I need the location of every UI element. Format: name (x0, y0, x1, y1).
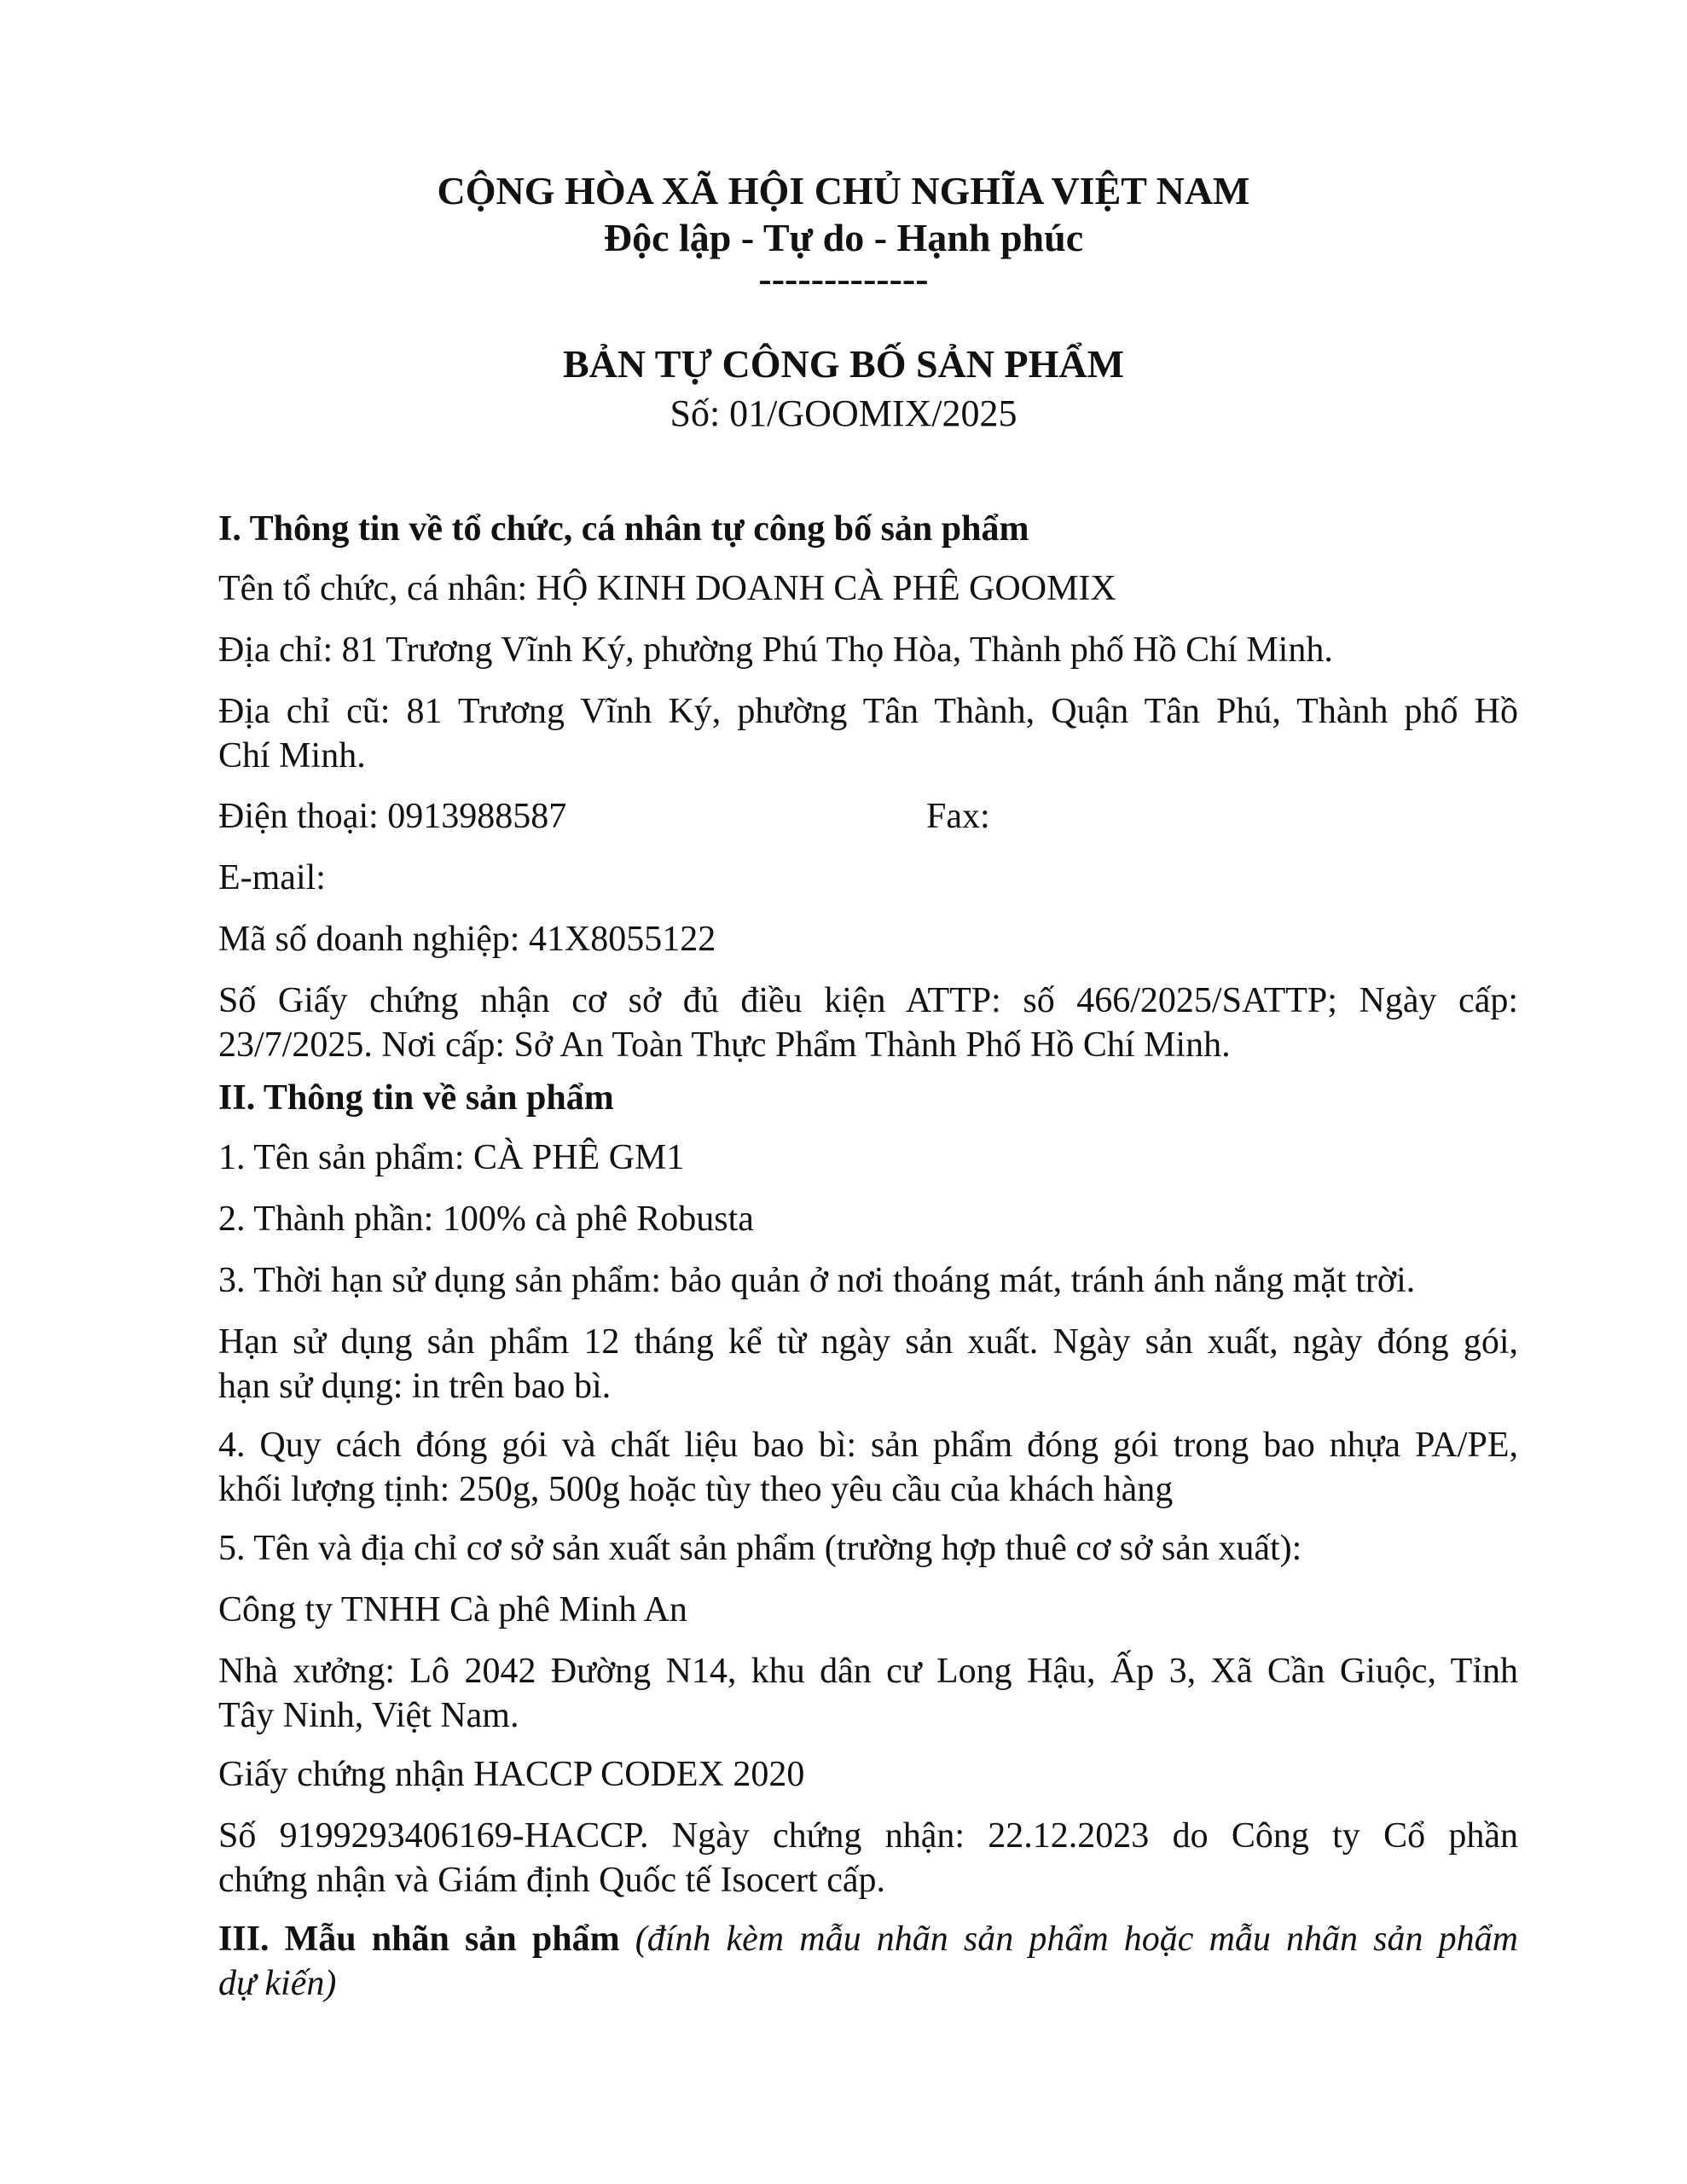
section-3-note-2: dự kiến) (218, 1964, 337, 2003)
business-code: Mã số doanh nghiệp: 41X8055122 (218, 920, 716, 959)
email: E-mail: (218, 858, 326, 897)
phone: Điện thoại: 0913988587 (218, 797, 567, 836)
section-3 (218, 1917, 1518, 2006)
header-separator: ------------- (758, 257, 929, 300)
packaging (218, 1423, 1518, 1512)
shelf-life: 3. Thời hạn sử dụng sản phẩm: bảo quản ở nơi thoáng mát, tránh ánh nắng mặt trời. (218, 1261, 1416, 1300)
fax: Fax: (926, 797, 990, 836)
document-number: Số: 01/GOOMIX/2025 (670, 392, 1017, 434)
product-name: 1. Tên sản phẩm: CÀ PHÊ GM1 (218, 1138, 685, 1177)
section-3-line-1 (218, 1917, 1518, 1961)
packaging-line-1: 4. Quy cách đóng gói và chất liệu bao bì: sản phẩm đóng gói trong bao nhựa PA/PE, (218, 1426, 1518, 1465)
certificate-line-2: 23/7/2025. Nơi cấp: Sở An Toàn Thực Phẩm Thành Phố Hồ Chí Minh. (218, 1025, 1231, 1065)
factory-line-2: Tây Ninh, Việt Nam. (218, 1696, 519, 1735)
manufacturer-name: Công ty TNHH Cà phê Minh An (218, 1590, 687, 1629)
manufacturer-intro: 5. Tên và địa chỉ cơ sở sản xuất sản phẩm (trường hợp thuê cơ sở sản xuất): (218, 1529, 1302, 1568)
expiry-line-2: hạn sử dụng: in trên bao bì. (218, 1367, 612, 1406)
expiry (218, 1320, 1518, 1409)
food-safety-certificate (218, 979, 1518, 1067)
contact-row (218, 794, 1518, 839)
org-name: Tên tổ chức, cá nhân: HỘ KINH DOANH CÀ PHÊ GOOMIX (218, 569, 1116, 608)
document-title: BẢN TỰ CÔNG BỐ SẢN PHẨM (562, 342, 1125, 386)
ingredients: 2. Thành phần: 100% cà phê Robusta (218, 1199, 754, 1239)
old-address-line-2: Chí Minh. (218, 736, 366, 775)
haccp-title: Giấy chứng nhận HACCP CODEX 2020 (218, 1755, 805, 1794)
address: Địa chỉ: 81 Trương Vĩnh Ký, phường Phú Thọ Hòa, Thành phố Hồ Chí Minh. (218, 630, 1333, 670)
haccp-line-2: chứng nhận và Giám định Quốc tế Isocert cấp. (218, 1861, 886, 1900)
motto: Độc lập - Tự do - Hạnh phúc (603, 216, 1084, 259)
section-2-heading: II. Thông tin về sản phẩm (218, 1078, 614, 1118)
factory-line-1: Nhà xưởng: Lô 2042 Đường N14, khu dân cư Long Hậu, Ấp 3, Xã Cần Giuộc, Tỉnh (218, 1652, 1518, 1691)
haccp-line-1: Số 9199293406169-HACCP. Ngày chứng nhận: 22.12.2023 do Công ty Cổ phần (218, 1816, 1518, 1856)
old-address-line-1: Địa chỉ cũ: 81 Trương Vĩnh Ký, phường Tân Thành, Quận Tân Phú, Thành phố Hồ (218, 692, 1518, 731)
country-header: CỘNG HÒA XÃ HỘI CHỦ NGHĨA VIỆT NAM (437, 169, 1250, 212)
expiry-line-1: Hạn sử dụng sản phẩm 12 tháng kể từ ngày sản xuất. Ngày sản xuất, ngày đóng gói, (218, 1322, 1518, 1362)
section-3-note-1: (đính kèm mẫu nhãn sản phẩm hoặc mẫu nhãn sản phẩm (635, 1920, 1518, 1959)
packaging-line-2: khối lượng tịnh: 250g, 500g hoặc tùy theo yêu cầu của khách hàng (218, 1470, 1174, 1509)
section-3-heading: III. Mẫu nhãn sản phẩm (218, 1920, 620, 1959)
factory-address (218, 1649, 1518, 1738)
section-1-heading: I. Thông tin về tổ chức, cá nhân tự công bố sản phẩm (218, 509, 1029, 549)
haccp-details (218, 1814, 1518, 1902)
old-address (218, 689, 1518, 778)
certificate-line-1: Số Giấy chứng nhận cơ sở đủ điều kiện ATTP: số 466/2025/SATTP; Ngày cấp: (218, 981, 1518, 1020)
